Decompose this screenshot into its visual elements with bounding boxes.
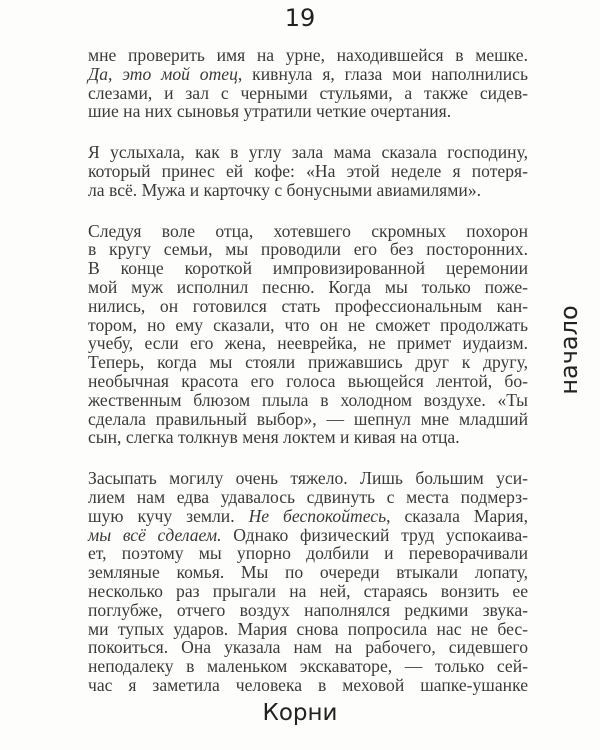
text-segment: Следуя воле отца, хотевшего скромных похорон	[88, 220, 528, 241]
text-segment: который принес ей кофе: «На этой неделе я потеря-	[88, 160, 528, 181]
text-line	[88, 428, 528, 447]
text-line	[88, 334, 528, 353]
side-section-label	[552, 290, 586, 410]
text-segment: В конце короткой импровизированной церемонии	[88, 258, 528, 279]
italic-text: Не беспокойтесь	[248, 505, 387, 526]
text-segment: в кругу семьи, мы проводили его без посторонних.	[88, 239, 528, 260]
text-line	[88, 46, 528, 65]
text-line	[88, 353, 528, 372]
text-line	[88, 526, 528, 545]
text-segment: ет, поэтому мы упорно долбили и переворачивали	[88, 543, 528, 564]
text-segment: , кивнула я, глаза мои наполнились	[237, 63, 529, 84]
paragraph	[88, 46, 528, 121]
text-segment: мой муж исполнил песню. Когда мы только поже-	[88, 276, 528, 297]
text-line	[88, 297, 528, 316]
text-line	[88, 372, 528, 391]
text-line	[88, 391, 528, 410]
text-line	[88, 84, 528, 103]
text-segment: необычная красота его голоса вьющейся лентой, бо-	[88, 370, 528, 391]
text-line	[88, 582, 528, 601]
text-segment: Я услыхала, как в углу зала мама сказала господину,	[88, 142, 528, 163]
text-segment: сын, слегка толкнув меня локтем и кивая на отца.	[88, 427, 460, 448]
text-line	[88, 410, 528, 429]
text-segment: Засыпать могилу очень тяжело. Лишь большим уси-	[88, 468, 528, 489]
paragraph	[88, 222, 528, 448]
text-line	[88, 316, 528, 335]
text-line	[88, 240, 528, 259]
text-line	[88, 488, 528, 507]
text-segment: земляные комья. Мы по очереди втыкали лопату,	[88, 562, 528, 583]
text-line	[88, 65, 528, 84]
text-segment: мне проверить имя на урне, находившейся в мешке.	[88, 45, 528, 65]
text-line	[88, 162, 528, 181]
text-segment: поглубже, отчего воздух наполнялся редкими звука-	[88, 599, 528, 620]
text-segment: сделала правильный выбор», — шепнул мне младший	[88, 408, 528, 429]
page-number: 19	[284, 4, 316, 32]
text-segment: ми тупых ударов. Мария снова попросила нас не бес-	[88, 618, 528, 639]
text-line	[88, 676, 528, 695]
text-segment: нились, он готовился стать профессиональным кан-	[88, 295, 528, 316]
text-line	[88, 544, 528, 563]
body-text	[88, 46, 528, 695]
text-line	[88, 563, 528, 582]
text-segment: Теперь, когда мы стояли прижавшись друг к другу,	[88, 352, 528, 373]
text-segment: Однако физический труд успокаива-	[221, 524, 528, 545]
text-line	[88, 143, 528, 162]
italic-text: мы всё сделаем.	[88, 524, 222, 545]
text-segment: несколько раз прыгали на ней, стараясь вонзить ее	[88, 580, 528, 601]
text-segment: жественным блюзом плыла в холодном воздухе. «Ты	[88, 389, 528, 410]
text-line	[88, 507, 528, 526]
text-line	[88, 638, 528, 657]
text-segment: , сказала Мария,	[386, 505, 528, 526]
text-segment: шую кучу земли.	[88, 505, 249, 526]
text-segment: лием нам едва удавалось сдвинуть с места подмерз-	[88, 486, 528, 507]
text-line	[88, 102, 528, 121]
text-line	[88, 278, 528, 297]
text-line	[88, 181, 528, 200]
text-line	[88, 259, 528, 278]
text-line	[88, 657, 528, 676]
text-segment: шие на них сыновья утратили четкие очертания.	[88, 101, 452, 122]
text-line	[88, 620, 528, 639]
paragraph	[88, 143, 528, 199]
text-segment: учебу, если его жена, нееврейка, не примет иудаизм.	[88, 333, 528, 354]
side-label-text: начало	[555, 305, 583, 395]
italic-text: Да, это мой отец	[88, 63, 238, 84]
paragraph	[88, 469, 528, 695]
text-segment: слезами, и зал с черными стульями, а также сидев-	[88, 82, 528, 103]
text-line	[88, 222, 528, 241]
text-segment: ла всё. Мужа и карточку с бонусными авиамилями».	[88, 179, 482, 200]
text-segment: час я заметила человека в меховой шапке-ушанке	[88, 674, 528, 695]
text-segment: покоиться. Она указала нам на рабочего, сидевшего	[88, 637, 528, 658]
running-footer: Корни	[262, 700, 338, 726]
text-line	[88, 469, 528, 488]
text-line	[88, 601, 528, 620]
text-segment: тором, но ему сказали, что он не сможет продолжать	[88, 314, 528, 335]
text-segment: неподалеку в маленьком экскаваторе, — только сей-	[88, 656, 528, 677]
